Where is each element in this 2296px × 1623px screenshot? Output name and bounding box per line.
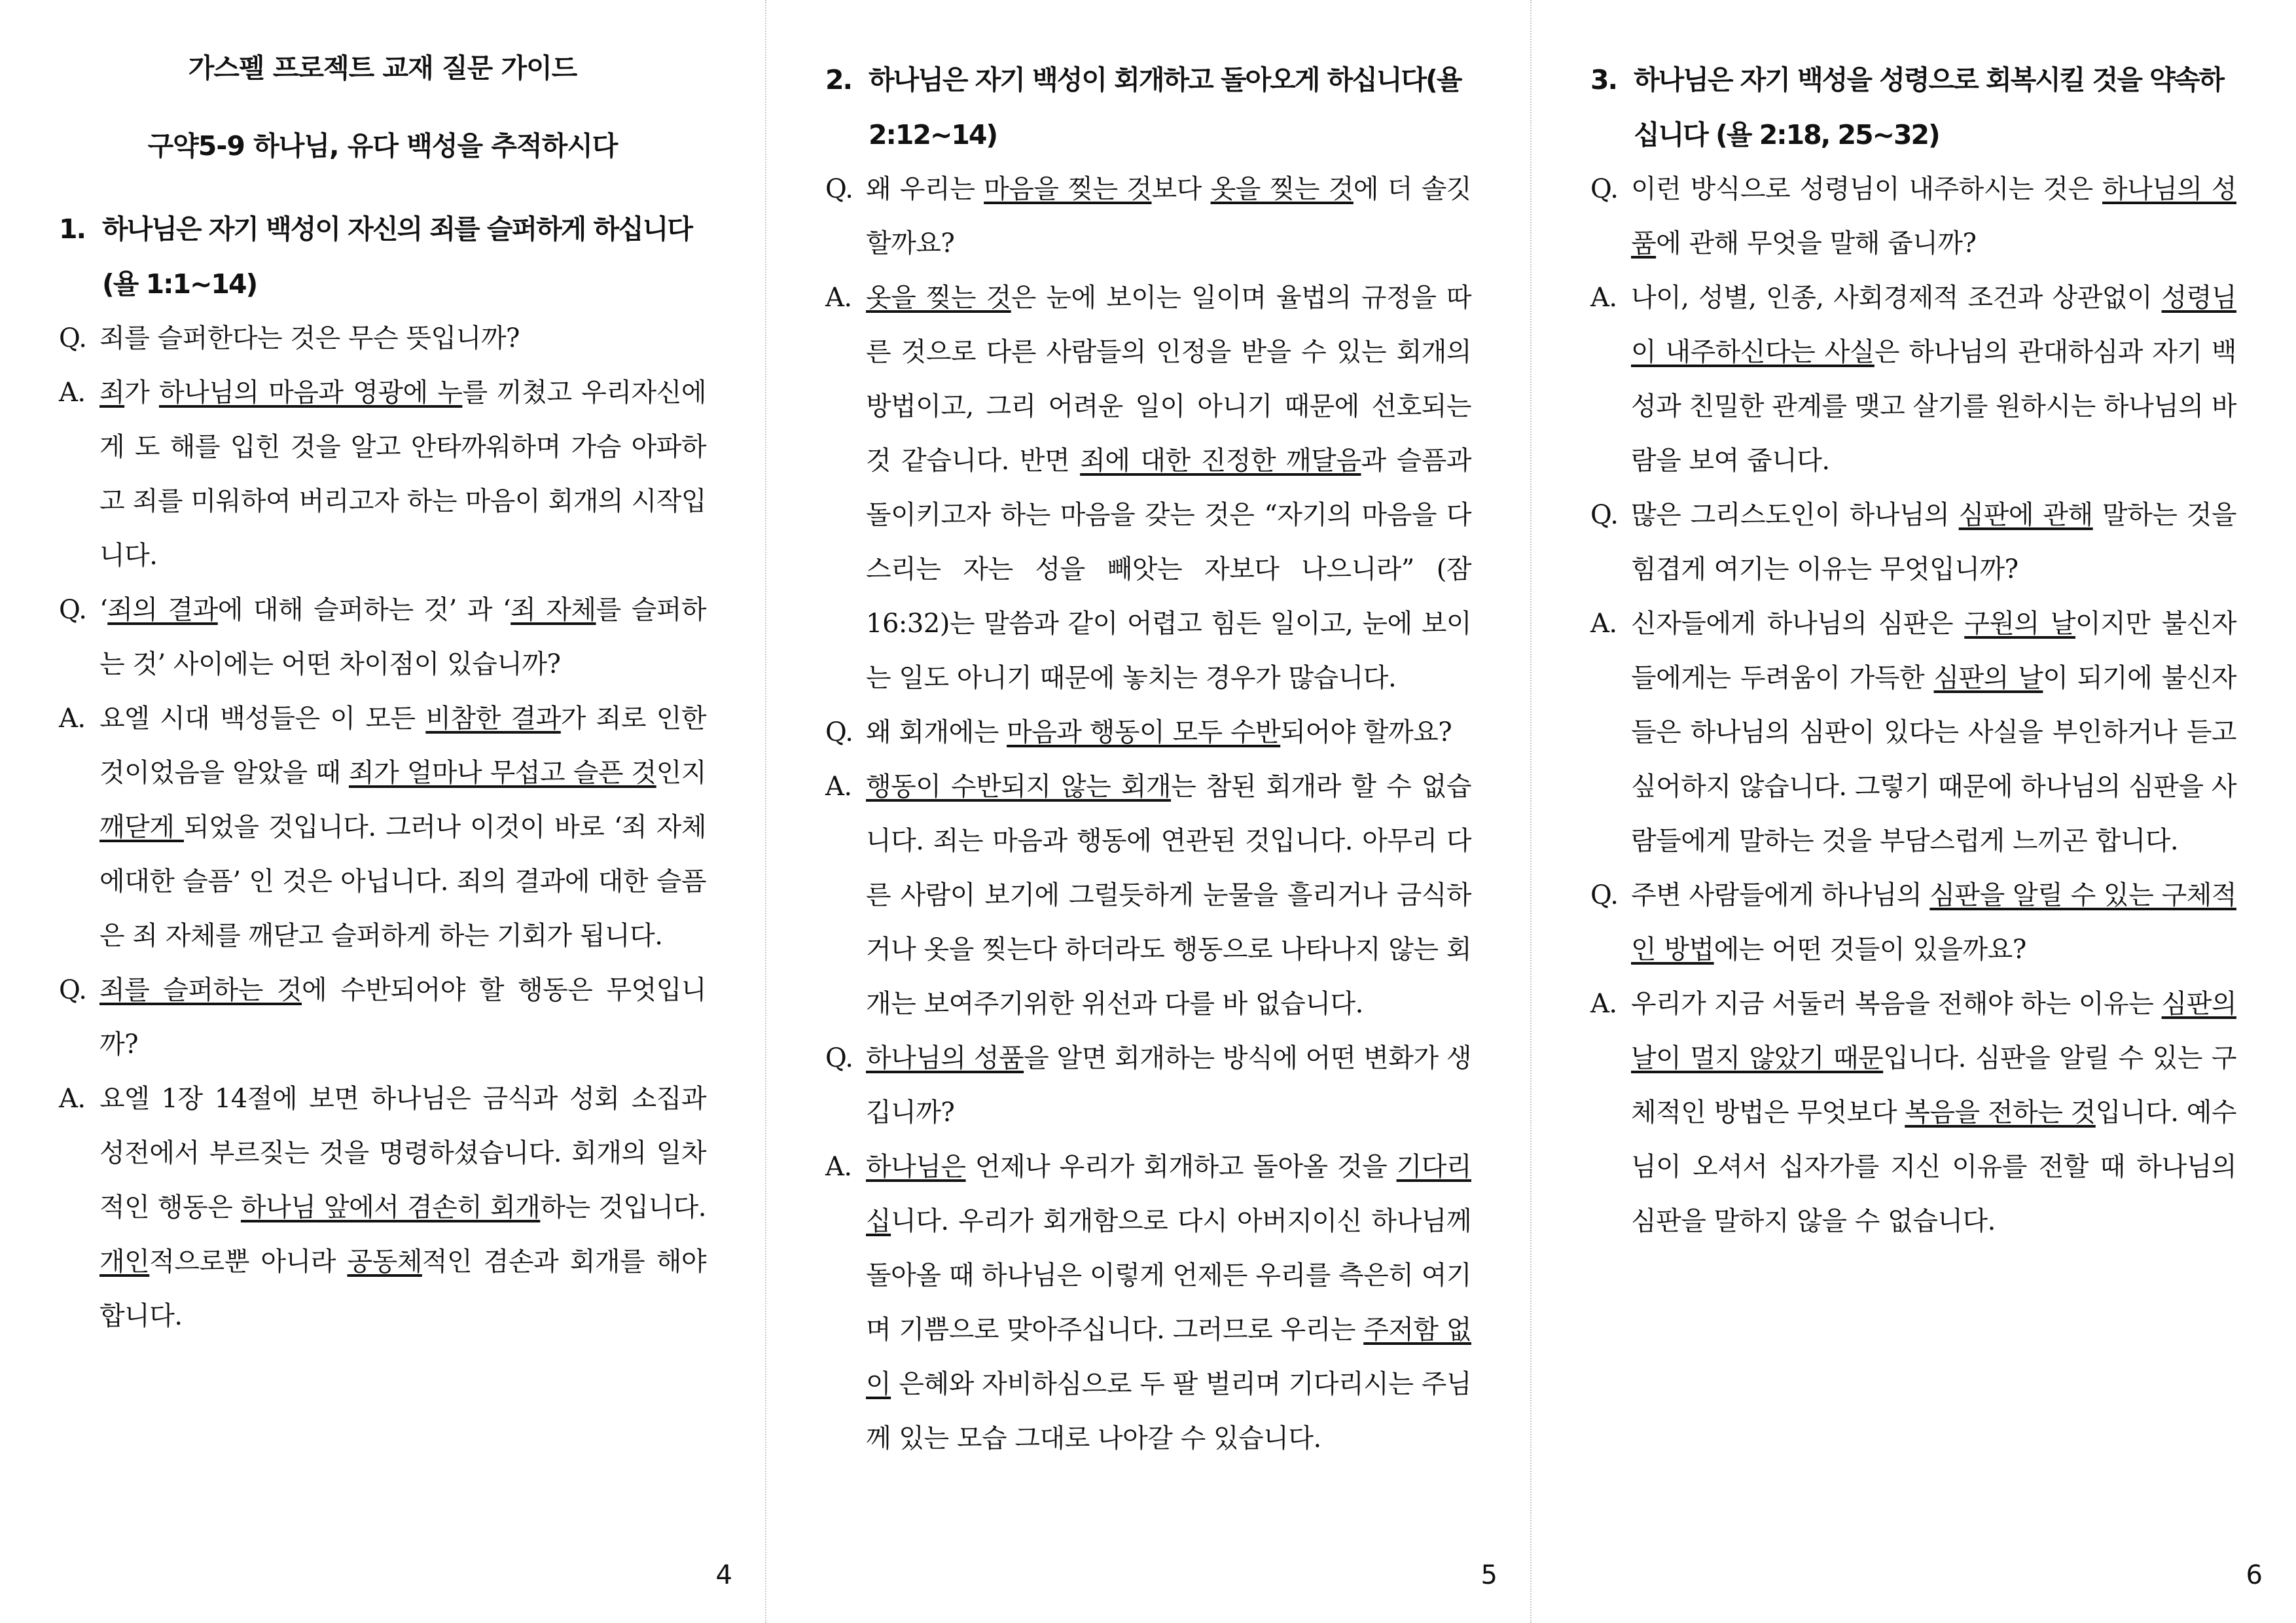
question-marker: Q.: [59, 595, 87, 626]
lesson-title: 구약5-9 하나님, 유다 백성을 추적하시다: [147, 130, 618, 162]
answer-marker: A.: [1590, 283, 1617, 313]
text-segment: 이지만 불신자들에게는 두려움이 가득한: [1631, 609, 2237, 693]
underlined-phrase: 죄를 슬퍼하는 것: [99, 975, 302, 1006]
underlined-phrase: 구원의 날: [1964, 609, 2075, 639]
answer-marker: A.: [825, 1152, 852, 1182]
question-text: [1631, 162, 2236, 271]
text-segment: 가 죄로 인한 것이었음을 알았을 때: [99, 704, 706, 789]
answer-item: [1590, 597, 2236, 868]
text-segment: 왜 회개에는: [866, 717, 1007, 747]
answer-item: [825, 760, 1471, 1031]
text-segment: 은혜와 자비하심으로 두 팔 벌리며 기다리시는 주님께 있는 모습 그대로 나아갈 수 있습니다.: [866, 1369, 1471, 1454]
answer-item: [825, 271, 1471, 705]
section-title: 하나님은 자기 백성이 회개하고 돌아오게 하십니다(욜 2:12~14): [869, 64, 1462, 151]
underlined-phrase: 주저함 없이: [866, 1315, 1471, 1399]
text-segment: 을 알면 회개하는 방식에 어떤 변화가 생깁니까?: [866, 1043, 1472, 1128]
text-segment: 많은 그리스도인이 하나님의: [1631, 500, 1959, 530]
text-segment: 신자들에게 하나님의 심판은: [1631, 609, 1965, 639]
text-segment: 나이, 성별, 인종, 사회경제적 조건과 상관없이: [1631, 283, 2162, 313]
answer-item: [59, 1072, 706, 1344]
underlined-phrase: 하나님의 마음과 영광에 누: [158, 378, 463, 408]
text-segment: 말하는 것을 힘겹게 여기는 이유는 무엇입니까?: [1631, 500, 2237, 584]
answer-item: [825, 1140, 1471, 1466]
answer-text: [866, 271, 1471, 705]
text-segment: 적으로뿐 아니라: [149, 1247, 348, 1277]
section-heading: [59, 202, 706, 312]
text-segment: 은 하나님의 관대하심과 자기 백성과 친밀한 관계를 맺고 살기를 원하시는 하나님의 바람을 보여 줍니다.: [1631, 337, 2236, 476]
question-text: [99, 583, 706, 692]
question-text: [99, 963, 706, 1072]
text-segment: 죄를 슬퍼한다는 것은 무슨 뜻입니까?: [99, 323, 520, 354]
question-text: [1631, 868, 2236, 977]
section-number: 1.: [59, 213, 86, 245]
text-segment: 하는 것입니다.: [540, 1192, 706, 1223]
underlined-phrase: 죄에 대한 진정한 깨달음: [1080, 446, 1361, 476]
underlined-phrase: 비참한 결과: [425, 704, 561, 734]
page-number: 4: [715, 1560, 732, 1590]
page-5: [765, 0, 1530, 1623]
answer-text: [1631, 597, 2236, 868]
text-segment: 언제나 우리가 회개하고 돌아올 것을: [965, 1152, 1397, 1182]
qa-list: [59, 312, 706, 1344]
answer-marker: A.: [825, 283, 852, 313]
qa-list: [1590, 162, 2236, 1249]
answer-marker: A.: [825, 772, 852, 802]
page-number: 5: [1480, 1560, 1498, 1590]
underlined-phrase: 심판을 알릴 수 있는 구체적인 방법: [1631, 880, 2236, 965]
text-segment: 입니다. 예수님이 오셔서 십자가를 지신 이유를 전할 때 하나님의 심판을 말하지 않을 수 없습니다.: [1631, 1097, 2236, 1236]
underlined-phrase: 심판의 날이 멀지 않았기 때문: [1631, 989, 2236, 1073]
text-segment: 은 눈에 보이는 일이며 율법의 규정을 따른 것으로 다른 사람들의 인정을 받을 수 있는 회개의 방법이고, 그리 어려운 일이 아니기 때문에 선호되는 것 같습니다. 반면: [866, 283, 1471, 476]
section-number: 2.: [825, 64, 852, 96]
answer-marker: A.: [59, 1084, 86, 1115]
text-segment: 요엘 1장 14절에 보면 하나님은 금식과 성회 소집과 성전에서 부르짖는 것을 명령하셨습니다. 회개의 일차적인 행동은: [99, 1084, 706, 1223]
underlined-phrase: 옷을 찢는 것: [1210, 174, 1354, 204]
question-item: [59, 312, 706, 366]
text-segment: 에는 어떤 것들이 있을까요?: [1713, 935, 2026, 965]
underlined-phrase: 성령님이 내주하신다는 사실: [1631, 283, 2236, 367]
question-marker: Q.: [1590, 174, 1619, 204]
text-segment: 왜 우리는: [866, 174, 984, 204]
section-heading: [1590, 52, 2236, 162]
underlined-phrase: 공동체: [347, 1247, 422, 1277]
underlined-phrase: 죄: [99, 378, 125, 408]
question-text: [1631, 488, 2236, 597]
question-marker: Q.: [59, 323, 87, 354]
underlined-phrase: 하나님 앞에서 겸손히 회개: [240, 1192, 541, 1223]
answer-marker: A.: [1590, 609, 1617, 639]
answer-item: [1590, 271, 2236, 488]
underlined-phrase: 마음과 행동이 모두 수반: [1007, 717, 1281, 747]
question-item: [1590, 162, 2236, 271]
underlined-phrase: 개인: [99, 1247, 150, 1277]
answer-text: [1631, 271, 2236, 488]
text-segment: 과 슬픔과 돌이키고자 하는 마음을 갖는 것은 “자기의 마음을 다스리는 자는 성을 빼앗는 자보다 나으니라” (잠 16:32)는 말씀과 같이 어렵고 힘든 일이고, 눈에 보이는 일도 아니기 때문에 놓치는 경우가 많습니다.: [866, 446, 1471, 693]
page-title: 가스펠 프로젝트 교재 질문 가이드: [188, 52, 577, 84]
section-title: 하나님은 자기 백성이 자신의 죄를 슬퍼하게 하십니다(욜 1:1~14): [102, 213, 692, 300]
answer-text: [1631, 977, 2236, 1249]
answer-item: [59, 366, 706, 583]
question-item: [59, 583, 706, 692]
section-number: 3.: [1590, 64, 1617, 96]
question-marker: Q.: [1590, 880, 1619, 910]
text-segment: 는 참된 회개라 할 수 없습니다. 죄는 마음과 행동에 연관된 것입니다. 아무리 다른 사람이 보기에 그럴듯하게 눈물을 흘리거나 금식하거나 옷을 찢는다 하더라도 행동으로 나타나지 않는 회개는 보여주기위한 위선과 다를 바 없습니다.: [866, 772, 1471, 1019]
answer-text: [99, 1072, 706, 1344]
question-item: [825, 705, 1471, 760]
underlined-phrase: 마음을 찢는 것: [984, 174, 1152, 204]
answer-item: [1590, 977, 2236, 1249]
underlined-phrase: 옷을 찢는 것: [866, 283, 1011, 313]
underlined-phrase: 깨닫게: [99, 812, 184, 843]
text-segment: 되었을 것입니다. 그러나 이것이 바로 ‘죄 자체에대한 슬픔’ 인 것은 아닙니다. 죄의 결과에 대한 슬픔은 죄 자체를 깨닫고 슬퍼하게 하는 기회가 됩니다.: [99, 812, 706, 952]
underlined-phrase: 복음을 전하는 것: [1905, 1097, 2096, 1128]
question-marker: Q.: [59, 975, 87, 1006]
answer-marker: A.: [59, 704, 86, 734]
question-text: [866, 705, 1471, 760]
answer-text: [99, 366, 706, 583]
page-4: [0, 0, 765, 1623]
text-segment: 에 대해 슬퍼하는 것’ 과 ‘: [217, 595, 511, 626]
underlined-phrase: 하나님의 성품: [1631, 174, 2236, 259]
page-number: 6: [2246, 1560, 2263, 1590]
underlined-phrase: 죄가 얼마나 무섭고 슬픈 것: [348, 758, 656, 789]
text-segment: 가: [124, 378, 159, 408]
question-item: [825, 162, 1471, 271]
question-marker: Q.: [825, 717, 853, 747]
question-marker: Q.: [825, 1043, 853, 1073]
answer-marker: A.: [1590, 989, 1617, 1019]
answer-item: [59, 692, 706, 963]
text-segment: 되어야 할까요?: [1280, 717, 1452, 747]
text-segment: 입니다. 심판을 알릴 수 있는 구체적인 방법은 무엇보다: [1631, 1043, 2236, 1128]
text-segment: 에 관해 무엇을 말해 줍니까?: [1656, 228, 1977, 259]
text-segment: 를 끼쳤고 우리자신에게 도 해를 입힌 것을 알고 안타까워하며 가슴 아파하고 죄를 미워하여 버리고자 하는 마음이 회개의 시작입니다.: [99, 378, 706, 571]
text-segment: 인지: [656, 758, 706, 789]
underlined-phrase: 하나님의 성품: [866, 1043, 1024, 1073]
question-item: [825, 1031, 1471, 1140]
underlined-phrase: 죄 자체: [511, 595, 596, 626]
text-segment: 이 되기에 불신자들은 하나님의 심판이 있다는 사실을 부인하거나 듣고 싶어하지 않습니다. 그렇기 때문에 하나님의 심판을 사람들에게 말하는 것을 부담스럽게 느끼곤 합니다.: [1631, 663, 2237, 856]
page-6: [1530, 0, 2295, 1623]
underlined-phrase: 하나님은: [866, 1152, 966, 1182]
answer-text: [99, 692, 706, 963]
text-segment: 니다. 우리가 회개함으로 다시 아버지이신 하나님께 돌아올 때 하나님은 이렇게 언제든 우리를 측은히 여기며 기쁨으로 맞아주십니다. 그러므로 우리는: [866, 1206, 1471, 1345]
underlined-phrase: 행동이 수반되지 않는 회개: [866, 772, 1172, 802]
text-segment: 적인 겸손과 회개를 해야 합니다.: [99, 1247, 707, 1332]
text-segment: 보다: [1151, 174, 1211, 204]
question-text: [99, 312, 706, 366]
text-segment: 에 더 솔깃할까요?: [866, 174, 1471, 259]
qa-list: [825, 162, 1471, 1466]
answer-text: [866, 1140, 1471, 1466]
underlined-phrase: 기다리십: [866, 1152, 1471, 1236]
text-segment: 우리가 지금 서둘러 복음을 전해야 하는 이유는: [1631, 989, 2162, 1019]
underlined-phrase: 심판의 날: [1933, 663, 2043, 693]
text-segment: 주변 사람들에게 하나님의: [1631, 880, 1930, 910]
underlined-phrase: 죄의 결과: [107, 595, 218, 626]
question-marker: Q.: [825, 174, 853, 204]
text-segment: 요엘 시대 백성들은 이 모든: [99, 704, 426, 734]
question-text: [866, 1031, 1471, 1140]
question-text: [866, 162, 1471, 271]
text-segment: 이런 방식으로 성령님이 내주하시는 것은: [1631, 174, 2102, 204]
question-item: [59, 963, 706, 1072]
question-item: [1590, 488, 2236, 597]
text-segment: 를 슬퍼하는 것’ 사이에는 어떤 차이점이 있습니까?: [99, 595, 707, 680]
text-segment: ‘: [99, 595, 108, 626]
section-heading: [825, 52, 1471, 162]
text-segment: 에 수반되어야 할 행동은 무엇입니까?: [99, 975, 706, 1060]
section-title: 하나님은 자기 백성을 성령으로 회복시킬 것을 약속하십니다 (욜 2:18, 25~32): [1634, 64, 2223, 151]
answer-marker: A.: [59, 378, 86, 408]
underlined-phrase: 심판에 관해: [1958, 500, 2093, 530]
answer-text: [866, 760, 1471, 1031]
question-marker: Q.: [1590, 500, 1619, 530]
question-item: [1590, 868, 2236, 977]
